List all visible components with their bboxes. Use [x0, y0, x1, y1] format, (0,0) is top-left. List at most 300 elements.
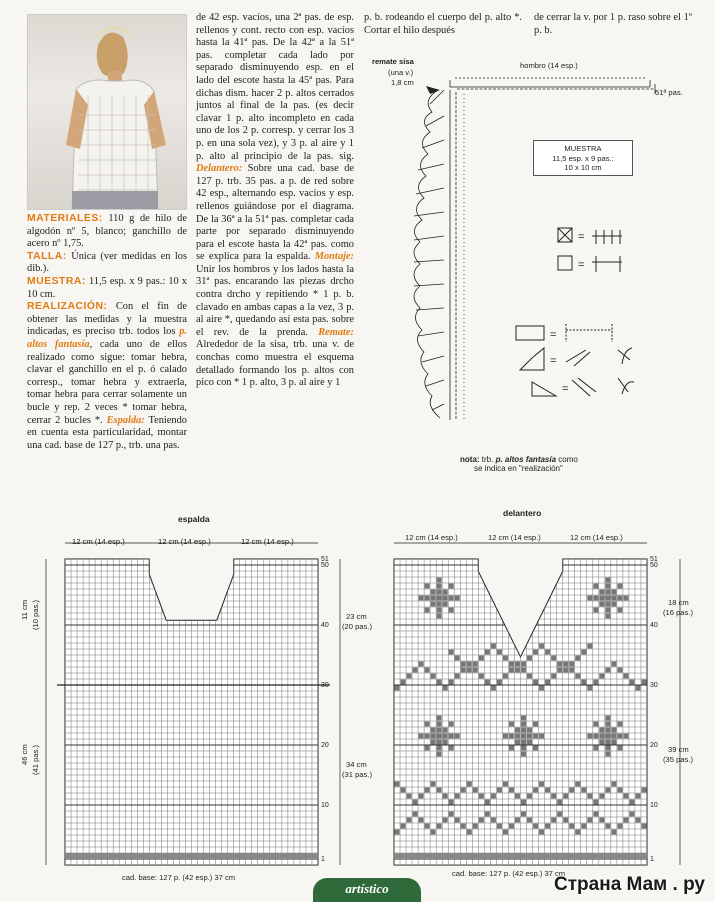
star-motif: [437, 596, 442, 601]
lattice-motif: [581, 650, 586, 655]
lattice-motif: [557, 662, 562, 667]
espalda-chart-row-label: 1: [321, 856, 325, 863]
lattice-motif: [473, 662, 478, 667]
star-motif: [521, 716, 526, 721]
border-motif: [509, 824, 514, 829]
border-motif: [587, 818, 592, 823]
border-motif: [413, 800, 418, 805]
lattice-motif: [587, 686, 592, 691]
border-motif: [485, 800, 490, 805]
star-motif: [509, 722, 514, 727]
espalda-title: espalda: [178, 514, 210, 524]
border-motif: [611, 830, 616, 835]
lattice-motif: [551, 674, 556, 679]
star-motif: [611, 734, 616, 739]
espalda-bottom: cad. base: 127 p. (42 esp.) 37 cm: [122, 873, 236, 882]
delantero-bottom: cad. base: 127 p. (42 esp.) 37 cm: [452, 869, 566, 878]
lattice-motif: [401, 680, 406, 685]
pas51-label: 51ª pas.: [655, 88, 683, 97]
border-motif: [467, 782, 472, 787]
lattice-motif: [461, 662, 466, 667]
border-motif: [491, 818, 496, 823]
star-motif: [521, 746, 526, 751]
border-motif: [455, 818, 460, 823]
border-motif: [503, 830, 508, 835]
svg-text:=: =: [550, 329, 557, 341]
nota-text-2: como: [558, 455, 578, 464]
star-motif: [599, 740, 604, 745]
star-motif: [449, 584, 454, 589]
lattice-motif: [497, 650, 502, 655]
border-motif: [617, 788, 622, 793]
espalda-heading: Espalda:: [106, 414, 145, 426]
espalda-left1b: (10 pas.): [31, 600, 40, 630]
border-motif: [569, 824, 574, 829]
star-motif: [425, 746, 430, 751]
star-motif: [449, 722, 454, 727]
lattice-motif: [521, 662, 526, 667]
delantero-chart-row-label: 20: [650, 742, 658, 749]
star-motif: [617, 596, 622, 601]
border-motif: [527, 794, 532, 799]
muestra-box-title: MUESTRA: [564, 144, 602, 153]
star-motif: [437, 716, 442, 721]
star-motif: [443, 728, 448, 733]
star-motif: [527, 740, 532, 745]
lattice-motif: [563, 668, 568, 673]
espalda-left2b: (41 pas.): [31, 745, 40, 775]
lattice-motif: [479, 656, 484, 661]
realizacion-text-2: , cada uno de ellos realizado como sigue: tomar hebra, clavar el ganchillo en el p. ó calado corresp., tomar hebra y extraerla, tomar hebra para cerrar solamente un bucle y rep. 2 veces * tomar hebra, cerrar 2 bucles *.: [27, 338, 187, 426]
delantero-top1: 12 cm (14 esp.): [405, 533, 458, 542]
lattice-motif: [557, 668, 562, 673]
espalda-chart-row-label: 10: [321, 802, 329, 809]
hombro-label: hombro (14 esp.): [520, 61, 578, 70]
delantero-title: delantero: [503, 508, 542, 518]
border-motif: [563, 794, 568, 799]
border-motif: [497, 824, 502, 829]
border-motif: [431, 830, 436, 835]
border-motif: [635, 818, 640, 823]
col3-text: p. b. rodeando el cuerpo del p. alto *. Cortar el hilo después: [364, 12, 522, 36]
lattice-motif: [515, 668, 520, 673]
border-motif: [599, 794, 604, 799]
star-motif: [605, 752, 610, 757]
talla-heading: TALLA:: [27, 250, 67, 262]
star-motif: [437, 722, 442, 727]
espalda-r23a: 23 cm: [346, 612, 367, 621]
star-motif: [605, 740, 610, 745]
star-motif: [593, 596, 598, 601]
lattice-motif: [599, 674, 604, 679]
col4-text: de cerrar la v. por 1 p. raso sobre el 1º p. b.: [534, 12, 692, 36]
star-motif: [443, 734, 448, 739]
lattice-motif: [509, 662, 514, 667]
delantero-top3: 12 cm (14 esp.): [570, 533, 623, 542]
star-motif: [617, 584, 622, 589]
star-motif: [443, 590, 448, 595]
materiales-heading: MATERIALES:: [27, 213, 103, 224]
border-motif: [443, 818, 448, 823]
border-motif: [419, 794, 424, 799]
star-motif: [533, 722, 538, 727]
border-motif: [419, 818, 424, 823]
star-motif: [593, 734, 598, 739]
lattice-motif: [455, 674, 460, 679]
lattice-motif: [545, 680, 550, 685]
star-motif: [437, 590, 442, 595]
lattice-motif: [503, 674, 508, 679]
star-motif: [605, 746, 610, 751]
border-motif: [461, 788, 466, 793]
border-motif: [449, 812, 454, 817]
star-motif: [611, 596, 616, 601]
svg-text:=: =: [550, 355, 557, 367]
border-motif: [629, 800, 634, 805]
star-motif: [533, 734, 538, 739]
border-motif: [635, 794, 640, 799]
border-motif: [521, 800, 526, 805]
delantero-chart-row-label: 10: [650, 802, 658, 809]
star-motif: [503, 734, 508, 739]
star-motif: [425, 596, 430, 601]
star-motif: [605, 734, 610, 739]
delantero-chart-row-label: 51: [650, 556, 658, 563]
border-motif: [533, 788, 538, 793]
espalda-chart-row-label: 50: [321, 562, 329, 569]
border-motif: [407, 818, 412, 823]
delantero-chart-row-label: 30: [650, 682, 658, 689]
col2-text-1: de 42 esp. vacíos, una 2ª pas. de esp. rellenos y cont. recto con esp. vacíos hasta la 41ª pas. De la 42ª a la 51ª pas. completar cada lado por separado disminuyendo esp. en el lado del escote hasta la 45ª pas. Para dichas dism. hacer 2 p. altos cerrados juntos al final de la pas. (es decir clavar 1 p. alto incompleto en cada uno de los 2 p. corresp. y cerrar los 3 p. en una sola vez), y 3 p. al aire y 1 p. alto al principio de la pas. sig.: [196, 12, 354, 162]
border-motif: [443, 794, 448, 799]
lattice-motif: [467, 668, 472, 673]
star-motif: [539, 734, 544, 739]
lattice-motif: [455, 656, 460, 661]
border-motif: [461, 824, 466, 829]
lattice-motif: [503, 656, 508, 661]
delantero-chart-row-label: 50: [650, 562, 658, 569]
lattice-motif: [413, 668, 418, 673]
star-motif: [617, 608, 622, 613]
border-motif: [593, 812, 598, 817]
border-motif: [479, 794, 484, 799]
star-motif: [419, 596, 424, 601]
delantero-r18a: 18 cm: [668, 598, 689, 607]
lattice-motif: [449, 680, 454, 685]
lattice-motif: [485, 680, 490, 685]
lattice-motif: [629, 680, 634, 685]
lattice-motif: [467, 662, 472, 667]
lattice-motif: [419, 662, 424, 667]
star-motif: [431, 602, 436, 607]
star-motif: [593, 722, 598, 727]
espalda-chart-row-label: 30: [321, 682, 329, 689]
lattice-motif: [491, 686, 496, 691]
star-motif: [455, 734, 460, 739]
espalda-text: Teniendo en cuenta esta particularidad, montar una cad. base de 127 p., trb. una pas.: [27, 414, 187, 451]
espalda-chart-row-label: 20: [321, 742, 329, 749]
border-motif: [515, 794, 520, 799]
star-motif: [509, 746, 514, 751]
star-motif: [623, 734, 628, 739]
border-motif: [545, 824, 550, 829]
star-motif: [437, 752, 442, 757]
lattice-motif: [581, 680, 586, 685]
star-motif: [437, 740, 442, 745]
star-motif: [425, 722, 430, 727]
una-v-label: (una v.): [388, 68, 414, 77]
star-motif: [605, 716, 610, 721]
lattice-motif: [575, 656, 580, 661]
lattice-motif: [569, 662, 574, 667]
border-motif: [395, 830, 400, 835]
border-motif: [437, 788, 442, 793]
star-motif: [623, 596, 628, 601]
lattice-motif: [533, 650, 538, 655]
lattice-motif: [527, 674, 532, 679]
star-motif: [437, 614, 442, 619]
border-motif: [557, 800, 562, 805]
lattice-motif: [533, 680, 538, 685]
espalda-top3: 12 cm (14 esp.): [241, 537, 294, 546]
border-motif: [575, 782, 580, 787]
border-motif: [527, 818, 532, 823]
star-motif: [611, 728, 616, 733]
star-motif: [593, 584, 598, 589]
lattice-motif: [431, 674, 436, 679]
border-motif: [473, 824, 478, 829]
border-motif: [491, 794, 496, 799]
star-motif: [617, 734, 622, 739]
border-motif: [413, 812, 418, 817]
star-motif: [443, 596, 448, 601]
espalda-chart-row-label: 51: [321, 556, 329, 563]
star-motif: [533, 746, 538, 751]
star-motif: [605, 596, 610, 601]
lattice-motif: [485, 650, 490, 655]
border-motif: [551, 818, 556, 823]
star-motif: [437, 734, 442, 739]
star-motif: [593, 746, 598, 751]
lattice-motif: [539, 644, 544, 649]
border-motif: [623, 818, 628, 823]
delantero-r39a: 39 cm: [668, 745, 689, 754]
montaje-heading: Montaje:: [314, 251, 354, 263]
lattice-motif: [545, 650, 550, 655]
star-motif: [593, 608, 598, 613]
star-motif: [425, 584, 430, 589]
lattice-motif: [407, 674, 412, 679]
star-motif: [521, 728, 526, 733]
border-motif: [515, 818, 520, 823]
talla-text: Única (ver medidas en los dib.).: [27, 250, 187, 275]
star-motif: [443, 602, 448, 607]
star-motif: [605, 728, 610, 733]
border-motif: [431, 782, 436, 787]
star-motif: [437, 578, 442, 583]
lattice-motif: [605, 668, 610, 673]
border-motif: [557, 812, 562, 817]
border-motif: [425, 824, 430, 829]
remate-heading: Remate:: [318, 326, 354, 338]
star-motif: [617, 746, 622, 751]
star-motif: [587, 734, 592, 739]
border-motif: [449, 800, 454, 805]
svg-text:=: =: [578, 259, 585, 271]
nota-heading: nota:: [460, 455, 480, 464]
border-motif: [581, 824, 586, 829]
star-motif: [425, 734, 430, 739]
star-motif: [527, 734, 532, 739]
border-motif: [593, 800, 598, 805]
star-motif: [515, 740, 520, 745]
lattice-motif: [575, 674, 580, 679]
star-motif: [617, 722, 622, 727]
star-motif: [437, 584, 442, 589]
watermark: Страна Мам . ру: [554, 874, 705, 895]
star-motif: [437, 728, 442, 733]
border-motif: [605, 788, 610, 793]
lattice-motif: [569, 668, 574, 673]
svg-text:=: =: [578, 231, 585, 243]
cm18-label: 1,8 cm: [391, 78, 414, 87]
star-motif: [605, 584, 610, 589]
border-motif: [581, 788, 586, 793]
delantero-r18b: (16 pas.): [663, 608, 693, 617]
nota-text-3: se indica en "realización": [474, 464, 563, 473]
border-motif: [623, 794, 628, 799]
lattice-motif: [443, 686, 448, 691]
lattice-motif: [473, 668, 478, 673]
nota-term: p. altos fantasía: [495, 455, 557, 464]
star-motif: [605, 722, 610, 727]
star-motif: [449, 734, 454, 739]
col2-text-3: Unir los hombros y los lados hasta la 31ª pas. encarando las piezas drcho contra drcho y repitiendo * 1 p. b. clavado en ambas capas a la vez, 3 p. al aire *, quedando así esta pas. sobre el rev. de la prenda.: [196, 263, 354, 338]
star-motif: [431, 740, 436, 745]
star-motif: [599, 728, 604, 733]
border-motif: [611, 782, 616, 787]
muestra-box-line2: 11,5 esp. x 9 pas.:: [552, 153, 614, 163]
lattice-motif: [587, 644, 592, 649]
lattice-motif: [449, 650, 454, 655]
delantero-heading: Delantero:: [196, 163, 243, 175]
star-motif: [611, 590, 616, 595]
star-motif: [521, 734, 526, 739]
star-motif: [449, 596, 454, 601]
lattice-motif: [551, 656, 556, 661]
border-motif: [509, 788, 514, 793]
border-motif: [569, 788, 574, 793]
star-motif: [599, 734, 604, 739]
remate-sisa-label: remate sisa: [372, 57, 414, 66]
border-motif: [539, 782, 544, 787]
espalda-r34b: (31 pas.): [342, 770, 372, 779]
star-motif: [605, 614, 610, 619]
lattice-motif: [425, 668, 430, 673]
border-motif: [629, 812, 634, 817]
star-motif: [521, 722, 526, 727]
border-motif: [545, 788, 550, 793]
star-motif: [527, 728, 532, 733]
star-motif: [425, 608, 430, 613]
star-motif: [515, 728, 520, 733]
lattice-motif: [641, 680, 646, 685]
border-motif: [617, 824, 622, 829]
star-motif: [509, 734, 514, 739]
lattice-motif: [395, 686, 400, 691]
star-motif: [605, 608, 610, 613]
border-motif: [401, 788, 406, 793]
star-motif: [605, 602, 610, 607]
star-motif: [605, 590, 610, 595]
star-motif: [587, 596, 592, 601]
star-motif: [419, 734, 424, 739]
star-motif: [431, 728, 436, 733]
star-motif: [521, 740, 526, 745]
lattice-motif: [527, 656, 532, 661]
col2-text-4: Alrededor de la sisa, trb. una v. de conchas como muestra el esquema detallado formando los p. altos con pico con * 1 p. alto, 3 p. al aire y 1: [196, 339, 354, 389]
star-motif: [599, 602, 604, 607]
brand-logo: artístico: [313, 878, 421, 902]
star-motif: [449, 746, 454, 751]
realizacion-heading: REALIZACIÓN:: [27, 301, 108, 313]
espalda-left1a: 11 cm: [20, 599, 29, 620]
border-motif: [641, 788, 646, 793]
muestra-text: 11,5 esp. x 9 pas.: 10 x 10 cm.: [27, 275, 187, 300]
lattice-motif: [461, 668, 466, 673]
star-motif: [599, 596, 604, 601]
star-motif: [599, 590, 604, 595]
border-motif: [401, 824, 406, 829]
p-altos-fantasia-term: p. altos fantasía: [27, 326, 187, 350]
star-motif: [431, 596, 436, 601]
lattice-motif: [509, 668, 514, 673]
border-motif: [395, 782, 400, 787]
lattice-motif: [497, 680, 502, 685]
lattice-motif: [611, 662, 616, 667]
star-motif: [449, 608, 454, 613]
border-motif: [539, 830, 544, 835]
star-motif: [611, 602, 616, 607]
delantero-r39b: (35 pas.): [663, 755, 693, 764]
lattice-motif: [593, 680, 598, 685]
border-motif: [533, 824, 538, 829]
star-motif: [455, 596, 460, 601]
star-motif: [437, 602, 442, 607]
lattice-motif: [479, 674, 484, 679]
star-motif: [521, 752, 526, 757]
border-motif: [437, 824, 442, 829]
star-motif: [611, 740, 616, 745]
border-motif: [521, 812, 526, 817]
realizacion-text-1: Con el fin de obtener las medidas y la muestra indicadas, es preciso trb. todos los: [27, 301, 187, 338]
star-motif: [443, 740, 448, 745]
border-motif: [575, 830, 580, 835]
border-motif: [641, 824, 646, 829]
espalda-chart-row-label: 40: [321, 622, 329, 629]
border-motif: [485, 812, 490, 817]
lattice-motif: [563, 662, 568, 667]
border-motif: [455, 794, 460, 799]
star-motif: [437, 608, 442, 613]
star-motif: [515, 734, 520, 739]
lattice-motif: [623, 674, 628, 679]
border-motif: [497, 788, 502, 793]
lattice-motif: [437, 680, 442, 685]
star-motif: [605, 578, 610, 583]
espalda-r34a: 34 cm: [346, 760, 367, 769]
nota-text-1: trb.: [481, 455, 494, 464]
